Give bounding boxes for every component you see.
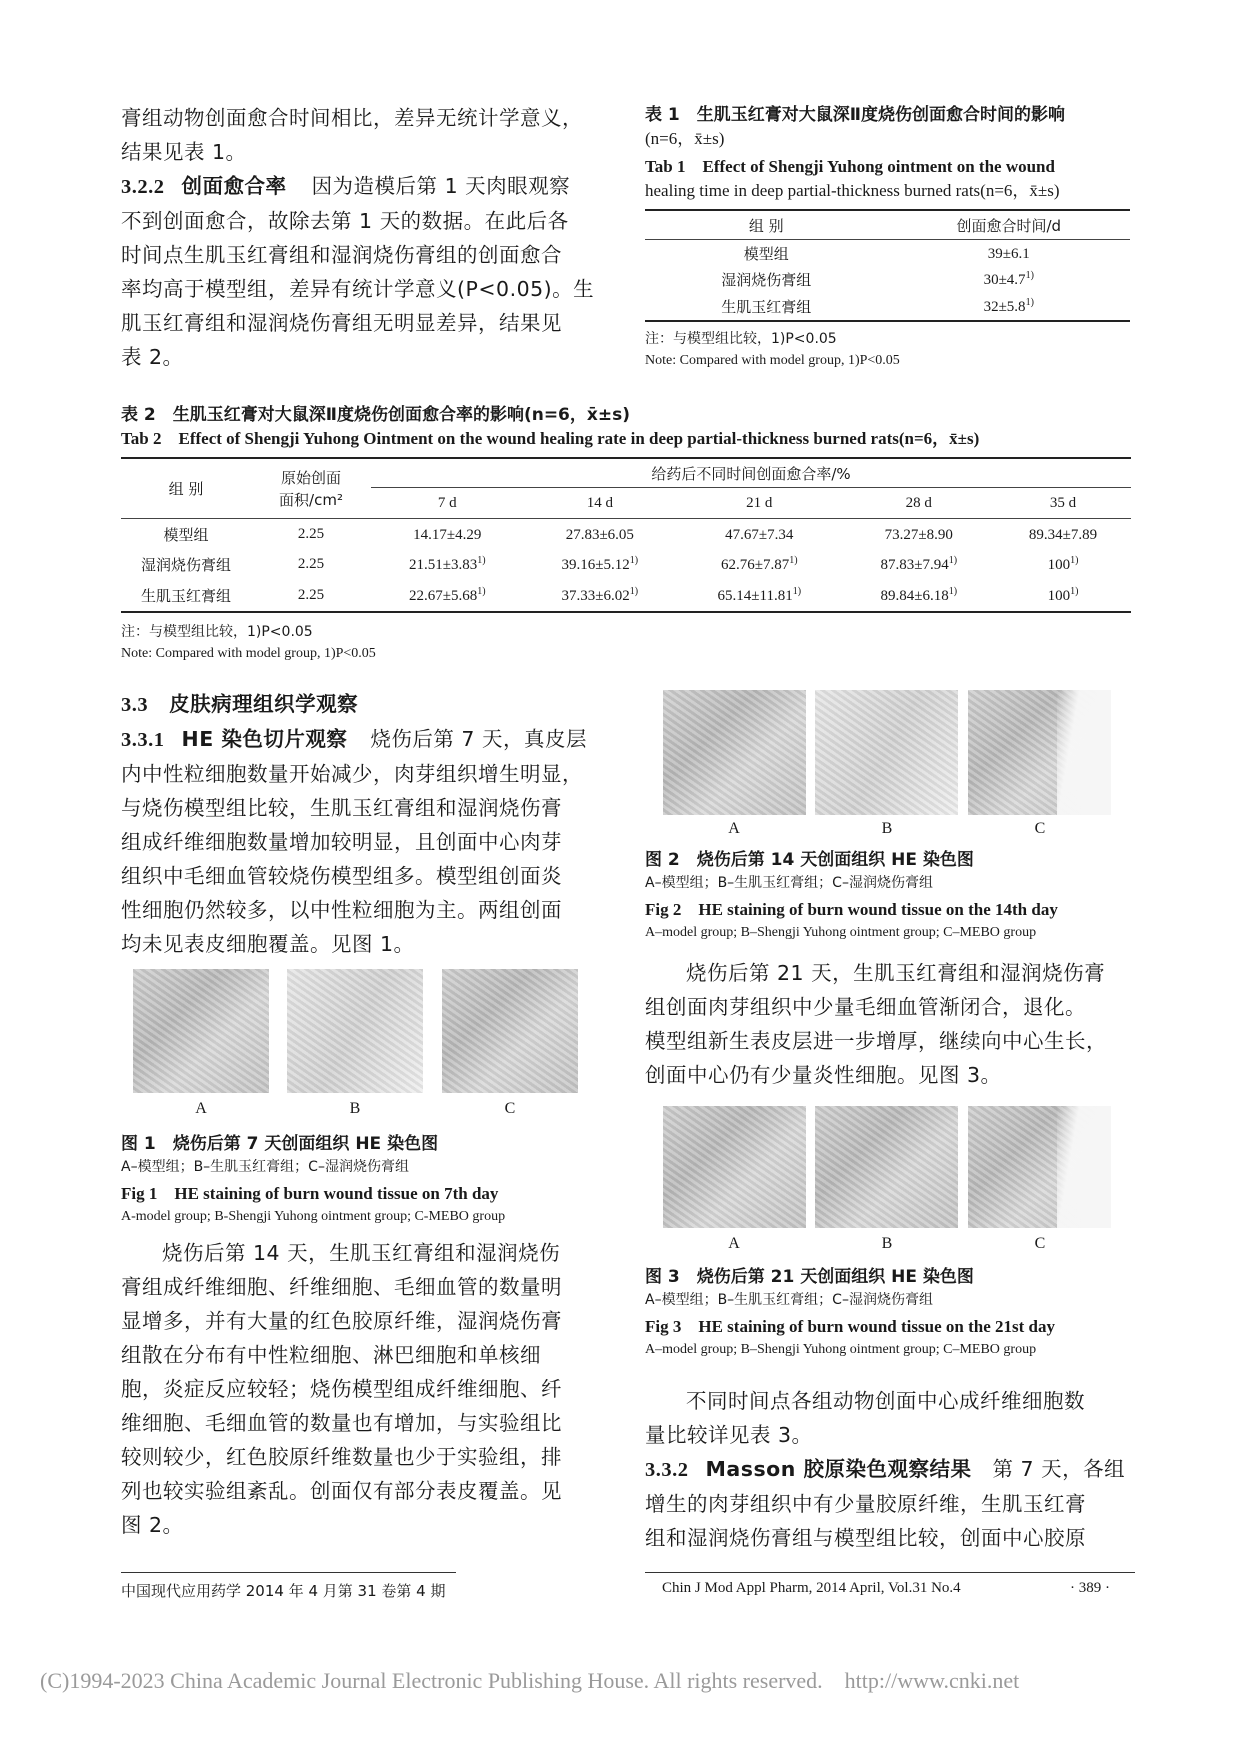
table-cell: 27.83±6.05 (565, 526, 634, 543)
table-cell: 2.25 (297, 586, 325, 603)
para-line: 肌玉红膏组和湿润烧伤膏组无明显差异，结果见 (121, 311, 562, 335)
table-cell: 2.25 (297, 555, 325, 572)
footer-journal-zh: 中国现代应用药学 2014 年 4 月第 31 卷第 4 期 (121, 1582, 446, 1600)
table-cell: $65.14\pm 11.81^{1)}$ (717, 585, 802, 604)
para-line: 维细胞、毛细血管的数量也有增加，与实验组比 (121, 1411, 562, 1435)
para-line: 增生的肉芽组织中有少量胶原纤维，生肌玉红膏 (645, 1492, 1086, 1516)
table-2 (121, 457, 1131, 613)
fig-3-label-b: B (881, 1235, 893, 1252)
table-cell: $30\pm 4.7^{1)}$ (983, 269, 1034, 288)
table-1-title-en: Tab 1 Effect of Shengji Yuhong ointment on the wound (645, 157, 1055, 176)
table-header-row (645, 210, 1130, 240)
table-cell: $37.33\pm 6.02^{1)}$ (561, 585, 639, 604)
table-header: 创面愈合时间/d (956, 216, 1062, 235)
table-cell: 湿润烧伤膏组 (140, 555, 231, 574)
section-heading: 创面愈合率 (181, 174, 287, 198)
para-line: 膏组成纤维细胞、纤维细胞、毛细血管的数量明 (121, 1275, 562, 1299)
copyright-line: (C)1994-2023 China Academic Journal Electronic Publishing House. All rights reserved. http://www.cnki.net (40, 1668, 1020, 1693)
para-line: 组创面肉芽组织中少量毛细血管渐闭合，退化。 (645, 995, 1086, 1019)
table-header: 21 d (746, 494, 773, 511)
table-cell: $32\pm 5.8^{1)}$ (983, 296, 1034, 315)
fig-2-image-a (663, 690, 806, 815)
para-line: 较则较少，红色胶原纤维数量也少于实验组，排 (121, 1445, 562, 1469)
para-line: 均未见表皮细胞覆盖。见图 1。 (121, 932, 415, 956)
para-line: 组织中毛细血管较烧伤模型组多。模型组创面炎 (121, 864, 562, 888)
table-cell: $39.16\pm 5.12^{1)}$ (561, 554, 639, 573)
fig-3-image-b (815, 1106, 958, 1228)
para-line: 列也较实验组紊乱。创面仅有部分表皮覆盖。见 (121, 1479, 562, 1503)
fig-1-image-c (442, 969, 578, 1093)
table-cell: $87.83\pm 7.94^{1)}$ (880, 554, 958, 573)
table-header: 组 别 (748, 216, 784, 235)
page-number: · 389 · (1070, 1580, 1110, 1596)
table-cell: 生肌玉红膏组 (721, 297, 812, 316)
fig-2-caption: 图 2 烧伤后第 14 天创面组织 HE 染色图 A–模型组；B–生肌玉红膏组；C–湿润烧伤膏组 Fig 2 HE staining of burn wound tissue on the 14th day A–model group; B–Shengji Yuhong ointment group; C–MEBO group (645, 850, 1058, 940)
right-bottom-text (645, 1384, 1135, 1555)
table-row (121, 549, 1131, 579)
table-row (121, 519, 1131, 550)
table-cell: 89.34±7.89 (1028, 526, 1098, 543)
table-1-note-zh: 注：与模型组比较，1)P<0.05 (645, 331, 837, 347)
para-line: 膏组动物创面愈合时间相比，差异无统计学意义， (121, 106, 583, 130)
table-cell: 100$^{1)}$ (1047, 585, 1079, 604)
table-header: 14 d (586, 494, 613, 511)
table-2-title-en: Tab 2 Effect of Shengji Yuhong Ointment on the wound healing rate in deep partial-thickness burned rats(n=6，x̄±s) (121, 429, 980, 448)
table-cell: 47.67±7.34 (725, 526, 794, 543)
table-1-block (645, 103, 1130, 372)
table-header: 28 d (905, 494, 932, 511)
table-2-block (121, 403, 1131, 665)
table-cell: 100$^{1)}$ (1047, 554, 1079, 573)
fig-1-label-b: B (349, 1100, 361, 1117)
para-line: 内中性粒细胞数量开始减少，肉芽组织增生明显， (121, 762, 583, 786)
para-line: 烧伤后第 14 天，生肌玉红膏组和湿润烧伤 (162, 1241, 561, 1265)
para-line: 率均高于模型组，差异有统计学意义(P<0.05)。生 (121, 277, 595, 301)
table-1-title-en-2: healing time in deep partial-thickness burned rats(n=6，x̄±s) (645, 181, 1060, 200)
left-top-text (121, 101, 629, 374)
table-cell: 73.27±8.90 (884, 526, 953, 543)
table-cell: 2.25 (297, 525, 325, 542)
fig-3-label-a: A (728, 1235, 740, 1252)
para-line: 组成纤维细胞数量增加较明显，且创面中心肉芽 (121, 830, 562, 854)
table-2-note-zh: 注：与模型组比较，1)P<0.05 (121, 624, 313, 640)
para-line: 性细胞仍然较多，以中性粒细胞为主。两组创面 (121, 898, 562, 922)
fig-1-image-b (287, 969, 423, 1093)
para-line: 与烧伤模型组比较，生肌玉红膏组和湿润烧伤膏 (121, 796, 562, 820)
table-row (645, 240, 1130, 267)
table-cell: 14.17±4.29 (413, 526, 482, 543)
para-line: 结果见表 1。 (121, 140, 247, 164)
table-header-span: 给药后不同时间创面愈合率/% (371, 458, 1131, 488)
fig-2-label-c: C (1034, 820, 1046, 837)
para-line: 因为造模后第 1 天肉眼观察 (311, 174, 571, 198)
right-mid-text (645, 956, 1135, 1092)
para-line: 烧伤后第 7 天，真皮层 (370, 727, 587, 751)
table-cell: $22.67\pm 5.68^{1)}$ (408, 585, 486, 604)
para-line: 烧伤后第 21 天，生肌玉红膏组和湿润烧伤膏 (686, 961, 1106, 985)
table-cell: $62.76\pm 7.87^{1)}$ (721, 554, 798, 573)
fig-1-image-a (133, 969, 269, 1093)
section-number: 3.2.2 (121, 176, 165, 198)
fig-3-label-c: C (1034, 1235, 1046, 1252)
table-1-title-zh: 表 1 生肌玉红膏对大鼠深Ⅱ度烧伤创面愈合时间的影响 (645, 105, 1065, 125)
para-line: 量比较详见表 3。 (645, 1423, 813, 1447)
table-1 (645, 209, 1130, 322)
table-header: 7 d (437, 494, 457, 511)
para-line: 图 2。 (121, 1513, 184, 1537)
fig-2-label-a: A (728, 820, 740, 837)
fig-2-image-c (968, 690, 1111, 815)
fig-3-image-c (968, 1106, 1111, 1228)
table-header: 35 d (1049, 494, 1077, 511)
table-2-title-zh: 表 2 生肌玉红膏对大鼠深Ⅱ度烧伤创面愈合率的影响(n=6，x̄±s) (121, 405, 630, 425)
table-2-note-en: Note: Compared with model group, 1)P<0.05 (121, 646, 376, 661)
table-header-row (121, 458, 1131, 488)
fig-3-image-a (663, 1106, 806, 1228)
section-heading: Masson 胶原染色观察结果 (705, 1457, 972, 1481)
section-title: 3.3 皮肤病理组织学观察 (121, 692, 359, 716)
section-3-3-1 (121, 722, 629, 757)
table-cell: 生肌玉红膏组 (140, 586, 231, 605)
para-line: 不同时间点各组动物创面中心成纤维细胞数 (686, 1389, 1085, 1413)
section-number: 3.3.2 (645, 1459, 689, 1481)
section-3-3 (121, 687, 629, 961)
para-line: 创面中心仍有少量炎性细胞。见图 3。 (645, 1063, 1002, 1087)
para-line: 胞，炎症反应较轻；烧伤模型组成纤维细胞、纤 (121, 1377, 562, 1401)
fig-2-label-b: B (881, 820, 893, 837)
table-cell: $21.51\pm 3.83^{1)}$ (408, 554, 486, 573)
table-1-title-zh-stats: (n=6，x̄±s) (645, 129, 725, 148)
para-line: 组和湿润烧伤膏组与模型组比较，创面中心胶原 (645, 1526, 1086, 1550)
para-line: 组散在分布有中性粒细胞、淋巴细胞和单核细 (121, 1343, 541, 1367)
left-bottom-text (121, 1236, 629, 1542)
fig-1-label-a: A (195, 1100, 207, 1117)
table-cell: 模型组 (743, 244, 789, 263)
table-row (645, 292, 1130, 321)
table-row (121, 579, 1131, 612)
section-3-2-2 (121, 169, 629, 204)
section-heading: HE 染色切片观察 (181, 727, 348, 751)
table-header: 组 别 (121, 458, 251, 519)
para-line: 第 7 天，各组 (992, 1457, 1126, 1481)
table-cell: $89.84\pm 6.18^{1)}$ (880, 585, 958, 604)
fig-1-label-c: C (504, 1100, 516, 1117)
fig-3-caption: 图 3 烧伤后第 21 天创面组织 HE 染色图 A–模型组；B–生肌玉红膏组；C–湿润烧伤膏组 Fig 3 HE staining of burn wound tissue on the 21st day A–model group; B–Shengji Yuhong ointment group; C–MEBO group (645, 1267, 1055, 1357)
table-cell: 模型组 (163, 525, 209, 544)
table-1-note-en: Note: Compared with model group, 1)P<0.05 (645, 353, 900, 368)
table-cell: 湿润烧伤膏组 (721, 270, 812, 289)
table-header: 原始创面 面积/cm² (251, 458, 371, 519)
fig-2-image-b (815, 690, 958, 815)
footer-rule-left (121, 1572, 456, 1573)
table-cell: 39±6.1 (987, 245, 1030, 262)
para-line: 显增多，并有大量的红色胶原纤维，湿润烧伤膏 (121, 1309, 562, 1333)
table-row (645, 266, 1130, 292)
para-line: 不到创面愈合，故除去第 1 天的数据。在此后各 (121, 209, 569, 233)
para-line: 时间点生肌玉红膏组和湿润烧伤膏组的创面愈合 (121, 243, 562, 267)
section-number: 3.3.1 (121, 729, 165, 751)
para-line: 表 2。 (121, 345, 184, 369)
footer-rule-right (645, 1572, 1135, 1573)
para-line: 模型组新生表皮层进一步增厚，继续向中心生长， (645, 1029, 1107, 1053)
section-3-3-2 (645, 1452, 1135, 1487)
fig-1-caption: 图 1 烧伤后第 7 天创面组织 HE 染色图 A–模型组；B–生肌玉红膏组；C–湿润烧伤膏组 Fig 1 HE staining of burn wound tissue on 7th day A-model group; B-Shengji Yuhong ointment group; C-MEBO group (121, 1134, 506, 1224)
footer-journal-en: Chin J Mod Appl Pharm, 2014 April, Vol.31 No.4 (662, 1580, 961, 1596)
